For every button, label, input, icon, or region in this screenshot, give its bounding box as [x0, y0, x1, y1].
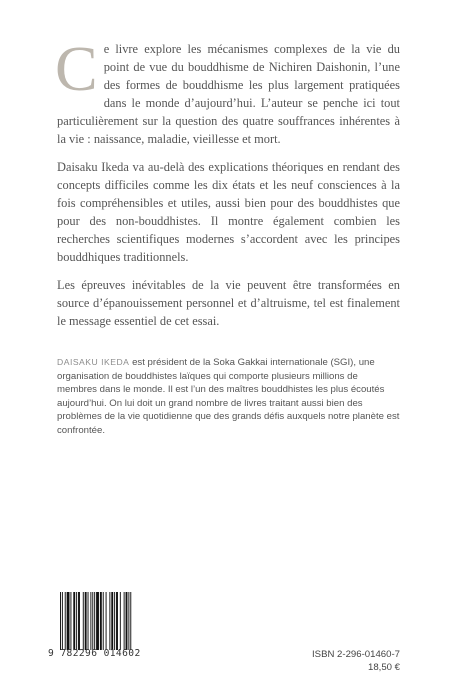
isbn-price-block [312, 648, 400, 674]
blurb-paragraph-1 [55, 33, 400, 148]
drop-cap: C [55, 33, 98, 104]
author-bio [57, 356, 400, 438]
author-bio-text: est président de la Soka Gakkai internationale (SGI), une organisation de bouddhistes laïques qui comporte plusieurs millions de membres dans le monde. Il est l’un des maîtres bouddhistes les plus écoutés aujourd’hui. On lui doit un grand nombre de livres traitant aussi bien des problèmes de la vie quotidienne que des grands défis auxquels notre planète est confrontée. [57, 357, 400, 436]
barcode-bars [60, 592, 154, 650]
isbn-number: ISBN 2-296-01460-7 [312, 649, 400, 660]
author-name: DAISAKU IKEDA [57, 357, 130, 367]
blurb-paragraph-1-text: e livre explore les mécanismes complexes de la vie du point de vue du bouddhisme de Nichiren Daishonin, l’une des formes de bouddhisme les plus largement pratiquées dans le monde d’aujourd’hui. L’auteur se penche ici tout particulièrement sur la question des quatre souffrances inhérentes à la vie : naissance, maladie, vieillesse et mort. [57, 42, 400, 146]
blurb-paragraph-3: Les épreuves inévitables de la vie peuvent être transformées en source d’épanouissement personnel et d’altruisme, tel est finalement le message essentiel de cet essai. [57, 278, 400, 328]
barcode-number: 9 782296 014602 [48, 648, 141, 659]
barcode [48, 592, 158, 662]
blurb-paragraph-2: Daisaku Ikeda va au-delà des explications théoriques en rendant des concepts difficiles comme les dix états et les neuf consciences à la fois compréhensibles et utiles, aussi bien pour des bouddhistes que pour des non-bouddhistes. Il montre également combien les recherches scientifiques modernes s’accordent avec les principes bouddhiques traditionnels. [57, 160, 400, 264]
price: 18,50 € [367, 662, 400, 673]
back-cover-blurb [55, 33, 400, 340]
